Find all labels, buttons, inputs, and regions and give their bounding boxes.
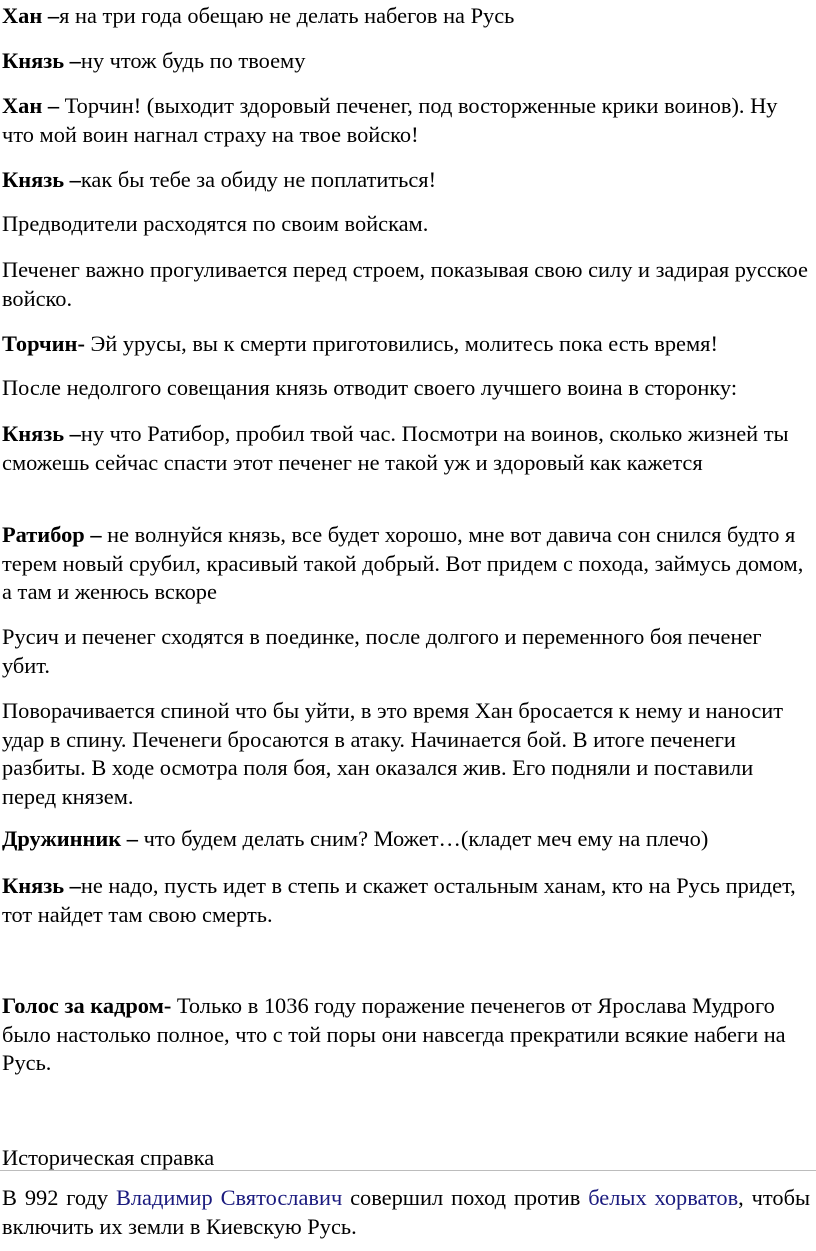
line-text: Эй урусы, вы к смерти приготовились, молитесь пока есть время! [84, 331, 718, 356]
line-text: не надо, пусть идет в степь и скажет остальным ханам, кто на Русь придет, тот найдет там свою смерть. [2, 873, 796, 927]
dialogue-line-5 [2, 330, 810, 359]
dialogue-line-1 [2, 2, 810, 31]
speaker-label: Князь – [2, 873, 81, 898]
line-text: что будем делать сним? Может…(кладет меч ему на плечо) [138, 826, 709, 851]
link-vladimir-svyatoslavich[interactable]: Владимир Святославич [115, 1185, 343, 1210]
line-text: ну чтож будь по твоему [80, 48, 306, 73]
line-text: Предводители расходятся по своим войскам. [2, 211, 429, 236]
line-text: Русич и печенег сходятся в поединке, после долгого и переменного боя печенег убит. [2, 624, 762, 678]
dialogue-line-7 [2, 521, 810, 607]
dialogue-line-9 [2, 872, 810, 929]
line-text: как бы тебе за обиду не поплатиться! [80, 167, 437, 192]
narration-line-4 [2, 623, 810, 680]
reference-heading: Историческая справка [2, 1145, 215, 1170]
speaker-label: Хан – [2, 3, 60, 28]
voiceover-line [2, 992, 810, 1078]
speaker-label: Ратибор – [2, 522, 102, 547]
speaker-label: Хан – [2, 93, 60, 118]
speaker-label: Дружинник – [2, 826, 138, 851]
dialogue-line-6 [2, 420, 810, 477]
link-white-croats[interactable]: белых хорватов [588, 1185, 739, 1210]
line-text: Торчин! (выходит здоровый печенег, под восторженные крики воинов). Ну что мой воин нагнал страху на твое войско! [2, 93, 778, 147]
narration-line-1 [2, 210, 810, 239]
line-text: Печенег важно прогуливается перед строем, показывая свою силу и задирая русское войско. [2, 257, 808, 311]
speaker-label: Торчин- [2, 331, 85, 356]
dialogue-line-4 [2, 166, 810, 195]
dialogue-line-3 [2, 92, 810, 149]
reference-text: В 992 году [2, 1185, 116, 1210]
speaker-label: Князь – [2, 167, 81, 192]
narration-line-3 [2, 374, 810, 403]
heading-divider [0, 1170, 816, 1171]
line-text: я на три года обещаю не делать набегов на Русь [59, 3, 515, 28]
reference-text: , чтобы включить их земли в Киевскую Русь. [2, 1185, 811, 1239]
reference-paragraph [2, 1184, 810, 1241]
reference-text: совершил поход против [342, 1185, 589, 1210]
speaker-label: Голос за кадром- [2, 993, 172, 1018]
line-text: ну что Ратибор, пробил твой час. Посмотри на воинов, сколько жизней ты сможешь сейчас спасти этот печенег не такой уж и здоровый как кажется [2, 421, 789, 475]
dialogue-line-8 [2, 825, 810, 854]
speaker-label: Князь – [2, 421, 81, 446]
narration-line-2 [2, 256, 810, 313]
line-text: Поворачивается спиной что бы уйти, в это время Хан бросается к нему и наносит удар в спину. Печенеги бросаются в атаку. Начинается бой. В итоге печенеги разбиты. В ходе осмотра поля боя, хан оказался жив. Его подняли и поставили перед князем. [2, 698, 784, 809]
line-text: Только в 1036 году поражение печенегов от Ярослава Мудрого было настолько полное, что с той поры они навсегда прекратили всякие набеги на Русь. [2, 993, 786, 1075]
line-text: не волнуйся князь, все будет хорошо, мне вот давича сон снился будто я терем новый срубил, красивый такой добрый. Вот придем с похода, займусь домом, а там и женюсь вскоре [2, 522, 804, 604]
speaker-label: Князь – [2, 48, 81, 73]
dialogue-line-2 [2, 47, 810, 76]
narration-line-5 [2, 697, 810, 811]
line-text: После недолгого совещания князь отводит своего лучшего воина в сторонку: [2, 375, 738, 400]
